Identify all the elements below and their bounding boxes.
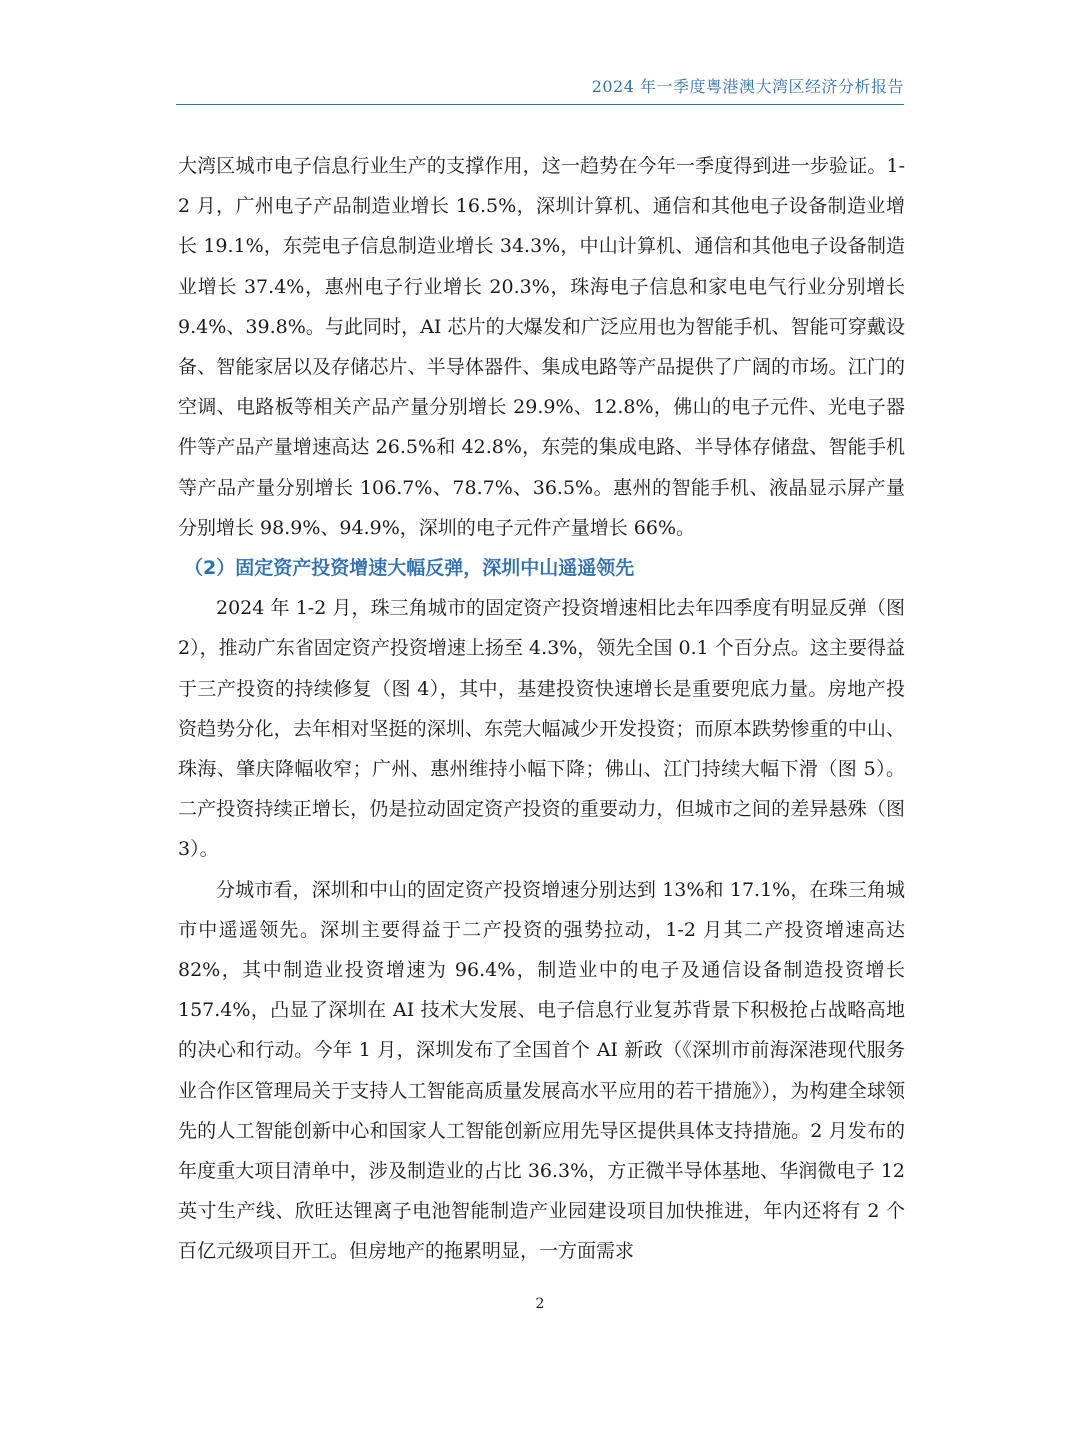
paragraph-investment-rebound: 2024 年 1-2 月，珠三角城市的固定资产投资增速相比去年四季度有明显反弹（图 2），推动广东省固定资产投资增速上扬至 4.3%，领先全国 0.1 个百分点。这主要得益于三产投资的持续修复（图 4），其中，基建投资快速增长是重要兜底力量。房地产投资趋势分化，去年相对坚挺的深圳、东莞大幅减少开发投资；而原本跌势惨重的中山、珠海、肇庆降幅收窄；广州、惠州维持小幅下降；佛山、江门持续大幅下滑（图 5）。二产投资持续正增长，仍是拉动固定资产投资的重要动力，但城市之间的差异悬殊（图 3）。: [178, 597, 905, 861]
page-number: 2: [535, 1296, 545, 1312]
section-heading-fixed-asset-investment: （2）固定资产投资增速大幅反弹，深圳中山遥遥领先: [184, 557, 635, 580]
paragraph-city-analysis: 分城市看，深圳和中山的固定资产投资增速分别达到 13%和 17.1%，在珠三角城市中遥遥领先。深圳主要得益于二产投资的强势拉动，1-2 月其二产投资增速高达 82%，其中制造业投资增速为 96.4%，制造业中的电子及通信设备制造投资增长 157.4%，凸显了深圳在 AI 技术大发展、电子信息行业复苏背景下积极抢占战略高地的决心和行动。今年 1 月，深圳发布了全国首个 AI 新政（《深圳市前海深港现代服务业合作区管理局关于支持人工智能高质量发展高水平应用的若干措施》），为构建全球领先的人工智能创新中心和国家人工智能创新应用先导区提供具体支持措施。2 月发布的年度重大项目清单中，涉及制造业的占比 36.3%，方正微半导体基地、华润微电子 12 英寸生产线、欣旺达锂离子电池智能制造产业园建设项目加快推进，年内还将有 2 个百亿元级项目开工。但房地产的拖累明显，一方面需求: [178, 878, 905, 1263]
paragraph-electronics-growth: 大湾区城市电子信息行业生产的支撑作用，这一趋势在今年一季度得到进一步验证。1-2 月，广州电子产品制造业增长 16.5%，深圳计算机、通信和其他电子设备制造业增长 19.1%，东莞电子信息制造业增长 34.3%，中山计算机、通信和其他电子设备制造业增长 37.4%，惠州电子行业增长 20.3%，珠海电子信息和家电电气行业分别增长 9.4%、39.8%。与此同时，AI 芯片的大爆发和广泛应用也为智能手机、智能可穿戴设备、智能家居以及存储芯片、半导体器件、集成电路等产品提供了广阔的市场。江门的空调、电路板等相关产品产量分别增长 29.9%、12.8%，佛山的电子元件、光电子器件等产品产量增速高达 26.5%和 42.8%，东莞的集成电路、半导体存储盘、智能手机等产品产量分别增长 106.7%、78.7%、36.5%。惠州的智能手机、液晶显示屏产量分别增长 98.9%、94.9%，深圳的电子元件产量增长 66%。: [178, 155, 905, 539]
running-header: 2024 年一季度粤港澳大湾区经济分析报告: [591, 77, 904, 96]
page-body: [178, 146, 905, 1272]
header-divider: [176, 104, 904, 105]
